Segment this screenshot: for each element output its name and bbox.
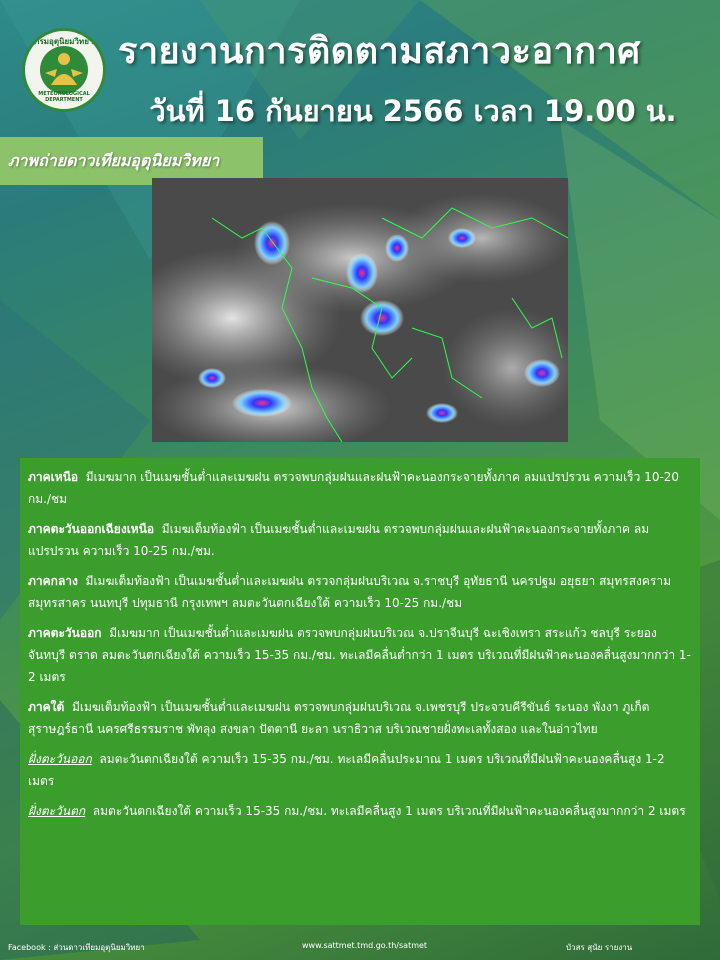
satellite-cloud-map [152,178,568,442]
report-east [28,622,692,688]
region-label: ภาคตะวันออก [28,626,102,640]
region-text: มีเมฆเต็มท้องฟ้า เป็นเมฆชั้นต่ำและเมฆฝน ตรวจกลุ่มฝนบริเวณ จ.ราชบุรี อุทัยธานี นครปฐม อยุธยา สมุทรสงคราม สมุทรสาคร นนทบุรี ปทุมธานี กรุงเทพฯ ลมตะวันตกเฉียงใต้ ความเร็ว 10-25 กม./ชม [28,574,672,610]
report-title: รายงานการติดตามสภาวะอากาศ [118,31,641,72]
report-west-coast [28,800,692,822]
report-north [28,466,692,510]
region-text: มีเมฆมาก เป็นเมฆชั้นต่ำและเมฆฝน ตรวจพบกลุ่มฝนและฝนฟ้าคะนองกระจายทั้งภาค ลมแปรปรวน ความเร็ว 10-20 กม./ชม [28,470,680,506]
coast-label: ฝั่งตะวันออก [28,752,92,766]
footer-facebook: Facebook : ส่วนดาวเทียมอุตุนิยมวิทยา [8,943,145,952]
tmd-logo [22,28,106,112]
region-label: ภาคใต้ [28,700,65,714]
region-label: ภาคตะวันออกเฉียงเหนือ [28,522,155,536]
logo-text-bottom: METEOROLOGICAL DEPARTMENT [38,91,90,103]
report-east-coast [28,748,692,792]
footer-website: www.sattmet.tmd.go.th/satmet [302,941,428,950]
footer-author: บัวสร สุนัย รายงาน [566,943,633,952]
region-label: ภาคกลาง [28,574,78,588]
report-south [28,696,692,740]
logo-text-top: กรมอุตุนิยมวิทยา [34,37,94,46]
section-tab-label: ภาพถ่ายดาวเทียมอุตุนิยมวิทยา [8,150,220,170]
coast-text: ลมตะวันตกเฉียงใต้ ความเร็ว 15-35 กม./ชม. ทะเลมีคลื่นประมาณ 1 เมตร บริเวณที่มีฝนฟ้าคะนองคลื่นสูง 1-2 เมตร [28,752,665,788]
coast-text: ลมตะวันตกเฉียงใต้ ความเร็ว 15-35 กม./ชม. ทะเลมีคลื่นสูง 1 เมตร บริเวณที่มีฝนฟ้าคะนองคลื่นสูงมากกว่า 2 เมตร [92,804,686,818]
region-text: มีเมฆเต็มท้องฟ้า เป็นเมฆชั้นต่ำและเมฆฝน ตรวจพบกลุ่มฝนบริเวณ จ.เพชรบุรี ประจวบคีรีขันธ์ ระนอง พังงา ภูเก็ต สุราษฎร์ธานี นครศรีธรรมราช พัทลุง สงขลา ปัตตานี ยะลา นราธิวาส บริเวณชายฝั่งทะเลทั้งสอง และในอ่าวไทย [28,700,650,736]
region-label: ภาคเหนือ [28,470,79,484]
deity-emblem-icon [37,43,91,97]
region-text: มีเมฆเต็มท้องฟ้า เป็นเมฆชั้นต่ำและเมฆฝน ตรวจพบกลุ่มฝนและฝนฟ้าคะนองกระจายทั้งภาค ลมแปรปรวน ความเร็ว 10-25 กม./ชม. [28,522,650,558]
report-date: วันที่ 16 กันยายน 2566 เวลา 19.00 น. [149,94,677,128]
satellite-image [152,178,568,442]
region-text: มีเมฆมาก เป็นเมฆชั้นต่ำและเมฆฝน ตรวจพบกลุ่มฝนบริเวณ จ.ปราจีนบุรี ฉะเชิงเทรา สระแก้ว ชลบุรี ระยอง จันทบุรี ตราด ลมตะวันตกเฉียงใต้ ความเร็ว 15-35 กม./ชม. ทะเลมีคลื่นต่ำกว่า 1 เมตร บริเวณที่มีฝนฟ้าคะนองคลื่นสูงมากกว่า 1-2 เมตร [28,626,691,684]
weather-report-box [20,458,700,925]
report-central [28,570,692,614]
report-northeast [28,518,692,562]
coast-label: ฝั่งตะวันตก [28,804,86,818]
